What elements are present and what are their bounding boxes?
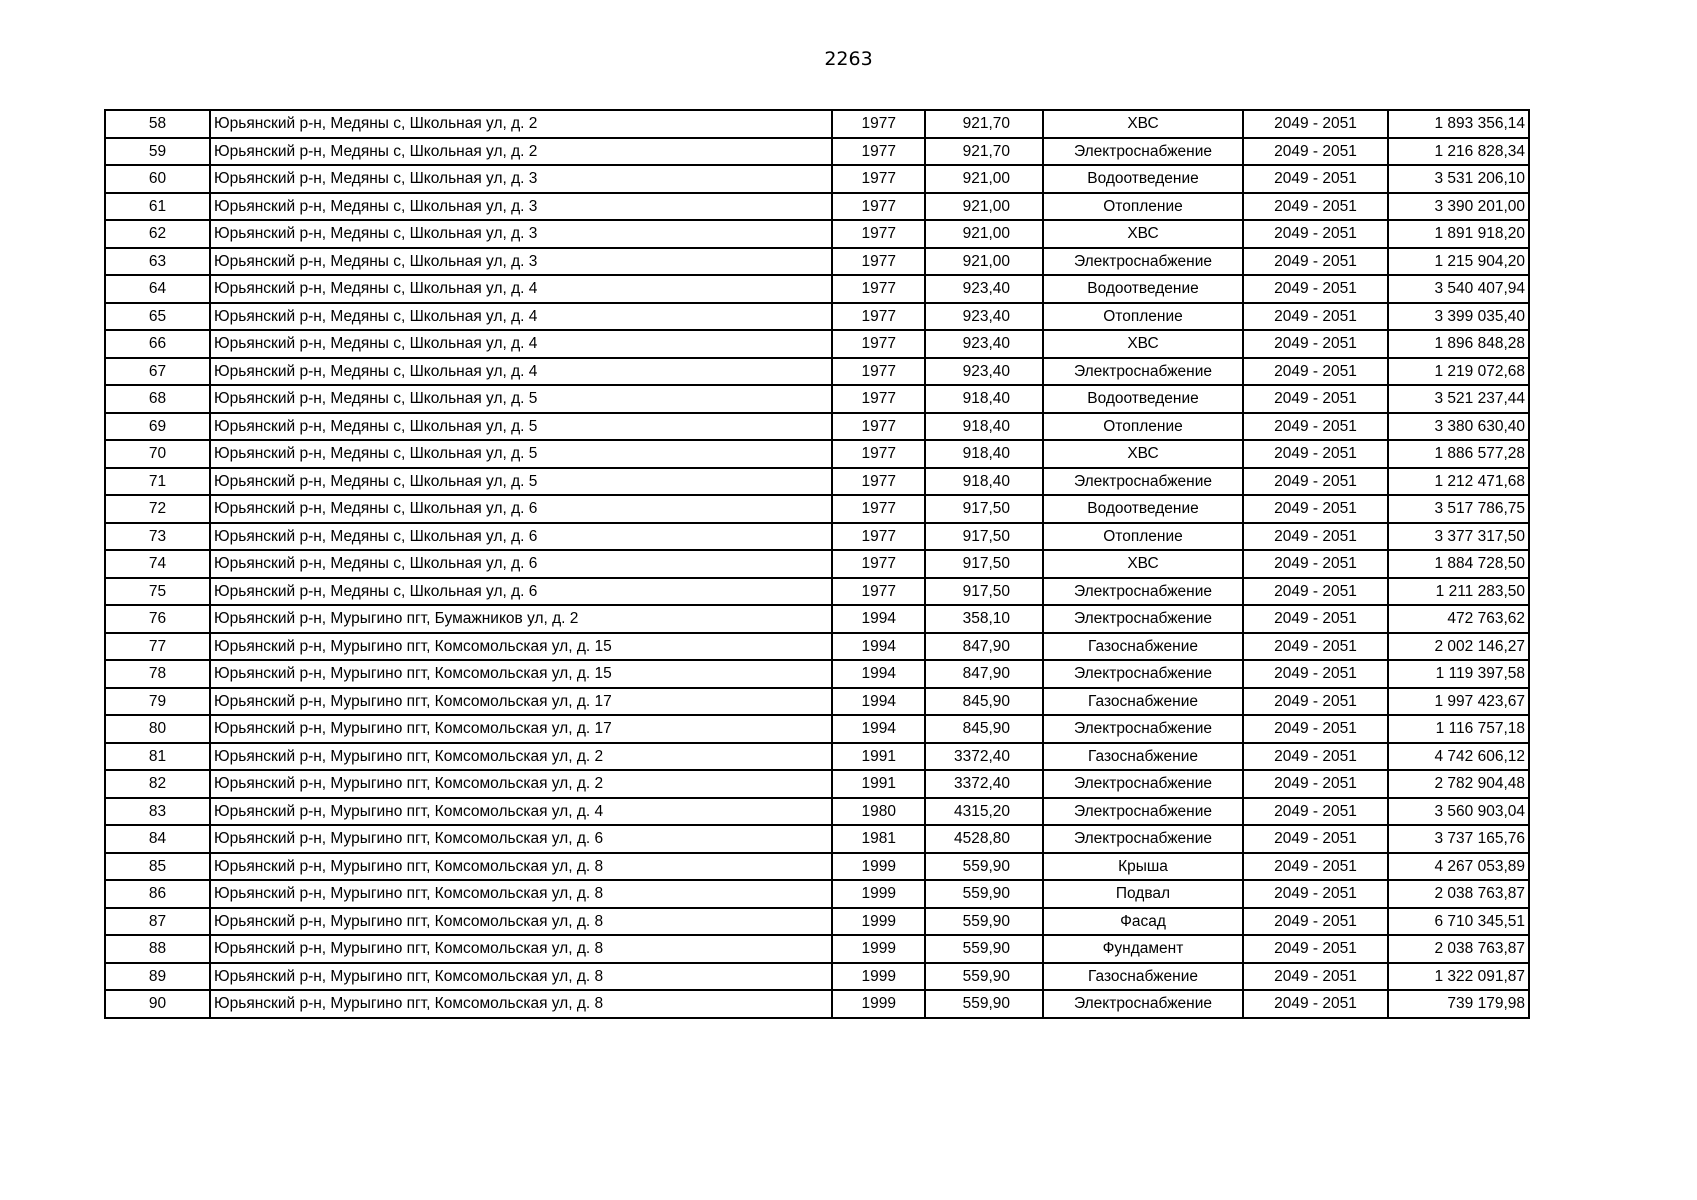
cost-cell: 1 216 828,34	[1388, 138, 1529, 166]
page-number: 2263	[824, 48, 873, 70]
work-type-cell: Электроснабжение	[1043, 825, 1243, 853]
cost-cell: 1 896 848,28	[1388, 330, 1529, 358]
year-built-cell: 1999	[832, 908, 925, 936]
cost-cell: 3 517 786,75	[1388, 495, 1529, 523]
area-cell: 921,00	[925, 220, 1043, 248]
table-row	[105, 358, 1529, 386]
period-cell: 2049 - 2051	[1243, 880, 1388, 908]
cost-cell: 1 997 423,67	[1388, 688, 1529, 716]
address-cell: Юрьянский р-н, Медяны с, Школьная ул, д. 6	[210, 550, 832, 578]
row-number-cell: 67	[105, 358, 210, 386]
period-cell: 2049 - 2051	[1243, 798, 1388, 826]
row-number-cell: 90	[105, 990, 210, 1018]
year-built-cell: 1977	[832, 248, 925, 276]
area-cell: 921,70	[925, 110, 1043, 138]
period-cell: 2049 - 2051	[1243, 990, 1388, 1018]
year-built-cell: 1994	[832, 688, 925, 716]
area-cell: 917,50	[925, 495, 1043, 523]
year-built-cell: 1977	[832, 468, 925, 496]
address-cell: Юрьянский р-н, Мурыгино пгт, Комсомольская ул, д. 8	[210, 908, 832, 936]
table-row	[105, 770, 1529, 798]
address-cell: Юрьянский р-н, Медяны с, Школьная ул, д. 5	[210, 385, 832, 413]
row-number-cell: 68	[105, 385, 210, 413]
year-built-cell: 1977	[832, 330, 925, 358]
work-type-cell: ХВС	[1043, 110, 1243, 138]
row-number-cell: 77	[105, 633, 210, 661]
work-type-cell: Водоотведение	[1043, 495, 1243, 523]
work-type-cell: Электроснабжение	[1043, 605, 1243, 633]
work-type-cell: Электроснабжение	[1043, 138, 1243, 166]
cost-cell: 3 399 035,40	[1388, 303, 1529, 331]
area-cell: 917,50	[925, 550, 1043, 578]
address-cell: Юрьянский р-н, Медяны с, Школьная ул, д. 5	[210, 468, 832, 496]
period-cell: 2049 - 2051	[1243, 688, 1388, 716]
area-cell: 559,90	[925, 963, 1043, 991]
work-type-cell: Электроснабжение	[1043, 990, 1243, 1018]
period-cell: 2049 - 2051	[1243, 908, 1388, 936]
period-cell: 2049 - 2051	[1243, 605, 1388, 633]
area-cell: 847,90	[925, 633, 1043, 661]
table-row	[105, 633, 1529, 661]
cost-cell: 1 116 757,18	[1388, 715, 1529, 743]
repair-schedule-table	[104, 109, 1530, 1019]
row-number-cell: 74	[105, 550, 210, 578]
year-built-cell: 1977	[832, 385, 925, 413]
table-row	[105, 468, 1529, 496]
area-cell: 3372,40	[925, 743, 1043, 771]
address-cell: Юрьянский р-н, Медяны с, Школьная ул, д. 4	[210, 358, 832, 386]
row-number-cell: 59	[105, 138, 210, 166]
area-cell: 921,00	[925, 248, 1043, 276]
table-row	[105, 935, 1529, 963]
work-type-cell: Газоснабжение	[1043, 633, 1243, 661]
cost-cell: 1 212 471,68	[1388, 468, 1529, 496]
work-type-cell: Водоотведение	[1043, 385, 1243, 413]
work-type-cell: ХВС	[1043, 550, 1243, 578]
period-cell: 2049 - 2051	[1243, 495, 1388, 523]
address-cell: Юрьянский р-н, Мурыгино пгт, Комсомольская ул, д. 17	[210, 688, 832, 716]
row-number-cell: 64	[105, 275, 210, 303]
cost-cell: 3 560 903,04	[1388, 798, 1529, 826]
year-built-cell: 1977	[832, 358, 925, 386]
table-row	[105, 715, 1529, 743]
row-number-cell: 65	[105, 303, 210, 331]
address-cell: Юрьянский р-н, Медяны с, Школьная ул, д. 2	[210, 138, 832, 166]
table-row	[105, 248, 1529, 276]
year-built-cell: 1977	[832, 138, 925, 166]
row-number-cell: 89	[105, 963, 210, 991]
period-cell: 2049 - 2051	[1243, 853, 1388, 881]
period-cell: 2049 - 2051	[1243, 303, 1388, 331]
area-cell: 559,90	[925, 990, 1043, 1018]
cost-cell: 1 119 397,58	[1388, 660, 1529, 688]
address-cell: Юрьянский р-н, Мурыгино пгт, Комсомольская ул, д. 8	[210, 963, 832, 991]
address-cell: Юрьянский р-н, Мурыгино пгт, Комсомольская ул, д. 8	[210, 853, 832, 881]
table-row	[105, 578, 1529, 606]
row-number-cell: 84	[105, 825, 210, 853]
year-built-cell: 1977	[832, 303, 925, 331]
cost-cell: 3 737 165,76	[1388, 825, 1529, 853]
year-built-cell: 1977	[832, 578, 925, 606]
row-number-cell: 63	[105, 248, 210, 276]
address-cell: Юрьянский р-н, Медяны с, Школьная ул, д. 4	[210, 275, 832, 303]
year-built-cell: 1994	[832, 633, 925, 661]
year-built-cell: 1999	[832, 853, 925, 881]
row-number-cell: 79	[105, 688, 210, 716]
year-built-cell: 1977	[832, 523, 925, 551]
area-cell: 918,40	[925, 413, 1043, 441]
cost-cell: 1 219 072,68	[1388, 358, 1529, 386]
table-row	[105, 963, 1529, 991]
area-cell: 918,40	[925, 440, 1043, 468]
area-cell: 847,90	[925, 660, 1043, 688]
period-cell: 2049 - 2051	[1243, 165, 1388, 193]
cost-cell: 3 531 206,10	[1388, 165, 1529, 193]
table-row	[105, 523, 1529, 551]
row-number-cell: 62	[105, 220, 210, 248]
period-cell: 2049 - 2051	[1243, 963, 1388, 991]
work-type-cell: Электроснабжение	[1043, 358, 1243, 386]
area-cell: 559,90	[925, 853, 1043, 881]
year-built-cell: 1999	[832, 963, 925, 991]
year-built-cell: 1977	[832, 440, 925, 468]
table-row	[105, 605, 1529, 633]
row-number-cell: 83	[105, 798, 210, 826]
address-cell: Юрьянский р-н, Медяны с, Школьная ул, д. 3	[210, 220, 832, 248]
year-built-cell: 1977	[832, 193, 925, 221]
area-cell: 4528,80	[925, 825, 1043, 853]
table-row	[105, 798, 1529, 826]
table-row	[105, 165, 1529, 193]
work-type-cell: Отопление	[1043, 523, 1243, 551]
year-built-cell: 1977	[832, 110, 925, 138]
period-cell: 2049 - 2051	[1243, 825, 1388, 853]
period-cell: 2049 - 2051	[1243, 138, 1388, 166]
cost-cell: 3 380 630,40	[1388, 413, 1529, 441]
area-cell: 923,40	[925, 303, 1043, 331]
row-number-cell: 82	[105, 770, 210, 798]
cost-cell: 4 267 053,89	[1388, 853, 1529, 881]
area-cell: 923,40	[925, 275, 1043, 303]
area-cell: 559,90	[925, 935, 1043, 963]
work-type-cell: Отопление	[1043, 413, 1243, 441]
work-type-cell: ХВС	[1043, 440, 1243, 468]
year-built-cell: 1981	[832, 825, 925, 853]
address-cell: Юрьянский р-н, Медяны с, Школьная ул, д. 3	[210, 248, 832, 276]
address-cell: Юрьянский р-н, Медяны с, Школьная ул, д. 6	[210, 523, 832, 551]
address-cell: Юрьянский р-н, Мурыгино пгт, Комсомольская ул, д. 2	[210, 770, 832, 798]
period-cell: 2049 - 2051	[1243, 358, 1388, 386]
period-cell: 2049 - 2051	[1243, 715, 1388, 743]
area-cell: 845,90	[925, 688, 1043, 716]
year-built-cell: 1999	[832, 880, 925, 908]
table-row	[105, 275, 1529, 303]
cost-cell: 1 893 356,14	[1388, 110, 1529, 138]
cost-cell: 3 540 407,94	[1388, 275, 1529, 303]
table-row	[105, 550, 1529, 578]
work-type-cell: Фундамент	[1043, 935, 1243, 963]
period-cell: 2049 - 2051	[1243, 550, 1388, 578]
row-number-cell: 75	[105, 578, 210, 606]
table-row	[105, 743, 1529, 771]
cost-cell: 739 179,98	[1388, 990, 1529, 1018]
cost-cell: 2 038 763,87	[1388, 935, 1529, 963]
table-row	[105, 660, 1529, 688]
address-cell: Юрьянский р-н, Мурыгино пгт, Комсомольская ул, д. 15	[210, 633, 832, 661]
year-built-cell: 1994	[832, 715, 925, 743]
area-cell: 358,10	[925, 605, 1043, 633]
area-cell: 559,90	[925, 908, 1043, 936]
year-built-cell: 1991	[832, 743, 925, 771]
table-row	[105, 385, 1529, 413]
year-built-cell: 1994	[832, 660, 925, 688]
address-cell: Юрьянский р-н, Мурыгино пгт, Бумажников ул, д. 2	[210, 605, 832, 633]
address-cell: Юрьянский р-н, Медяны с, Школьная ул, д. 3	[210, 193, 832, 221]
table-row	[105, 110, 1529, 138]
row-number-cell: 73	[105, 523, 210, 551]
area-cell: 845,90	[925, 715, 1043, 743]
period-cell: 2049 - 2051	[1243, 385, 1388, 413]
table-row	[105, 440, 1529, 468]
row-number-cell: 69	[105, 413, 210, 441]
cost-cell: 1 884 728,50	[1388, 550, 1529, 578]
area-cell: 923,40	[925, 358, 1043, 386]
address-cell: Юрьянский р-н, Медяны с, Школьная ул, д. 2	[210, 110, 832, 138]
work-type-cell: Отопление	[1043, 303, 1243, 331]
work-type-cell: Электроснабжение	[1043, 770, 1243, 798]
year-built-cell: 1980	[832, 798, 925, 826]
work-type-cell: Газоснабжение	[1043, 688, 1243, 716]
table-row	[105, 413, 1529, 441]
row-number-cell: 86	[105, 880, 210, 908]
area-cell: 918,40	[925, 468, 1043, 496]
period-cell: 2049 - 2051	[1243, 275, 1388, 303]
address-cell: Юрьянский р-н, Медяны с, Школьная ул, д. 4	[210, 330, 832, 358]
table-row	[105, 853, 1529, 881]
area-cell: 4315,20	[925, 798, 1043, 826]
work-type-cell: Газоснабжение	[1043, 963, 1243, 991]
period-cell: 2049 - 2051	[1243, 468, 1388, 496]
work-type-cell: Электроснабжение	[1043, 798, 1243, 826]
address-cell: Юрьянский р-н, Медяны с, Школьная ул, д. 6	[210, 495, 832, 523]
year-built-cell: 1999	[832, 990, 925, 1018]
table-row	[105, 825, 1529, 853]
period-cell: 2049 - 2051	[1243, 660, 1388, 688]
address-cell: Юрьянский р-н, Медяны с, Школьная ул, д. 5	[210, 413, 832, 441]
area-cell: 559,90	[925, 880, 1043, 908]
work-type-cell: Электроснабжение	[1043, 248, 1243, 276]
table-row	[105, 193, 1529, 221]
year-built-cell: 1994	[832, 605, 925, 633]
row-number-cell: 66	[105, 330, 210, 358]
period-cell: 2049 - 2051	[1243, 743, 1388, 771]
period-cell: 2049 - 2051	[1243, 110, 1388, 138]
row-number-cell: 58	[105, 110, 210, 138]
period-cell: 2049 - 2051	[1243, 770, 1388, 798]
row-number-cell: 70	[105, 440, 210, 468]
work-type-cell: Электроснабжение	[1043, 660, 1243, 688]
cost-cell: 1 211 283,50	[1388, 578, 1529, 606]
address-cell: Юрьянский р-н, Мурыгино пгт, Комсомольская ул, д. 2	[210, 743, 832, 771]
cost-cell: 6 710 345,51	[1388, 908, 1529, 936]
row-number-cell: 76	[105, 605, 210, 633]
cost-cell: 1 215 904,20	[1388, 248, 1529, 276]
period-cell: 2049 - 2051	[1243, 248, 1388, 276]
table-row	[105, 688, 1529, 716]
cost-cell: 2 038 763,87	[1388, 880, 1529, 908]
year-built-cell: 1977	[832, 413, 925, 441]
row-number-cell: 60	[105, 165, 210, 193]
work-type-cell: ХВС	[1043, 220, 1243, 248]
address-cell: Юрьянский р-н, Мурыгино пгт, Комсомольская ул, д. 17	[210, 715, 832, 743]
work-type-cell: Электроснабжение	[1043, 578, 1243, 606]
table-row	[105, 990, 1529, 1018]
cost-cell: 3 377 317,50	[1388, 523, 1529, 551]
period-cell: 2049 - 2051	[1243, 578, 1388, 606]
period-cell: 2049 - 2051	[1243, 193, 1388, 221]
year-built-cell: 1977	[832, 220, 925, 248]
year-built-cell: 1977	[832, 275, 925, 303]
area-cell: 921,00	[925, 165, 1043, 193]
period-cell: 2049 - 2051	[1243, 523, 1388, 551]
year-built-cell: 1991	[832, 770, 925, 798]
area-cell: 923,40	[925, 330, 1043, 358]
address-cell: Юрьянский р-н, Медяны с, Школьная ул, д. 4	[210, 303, 832, 331]
period-cell: 2049 - 2051	[1243, 220, 1388, 248]
table-body	[105, 110, 1529, 1018]
address-cell: Юрьянский р-н, Мурыгино пгт, Комсомольская ул, д. 8	[210, 935, 832, 963]
address-cell: Юрьянский р-н, Мурыгино пгт, Комсомольская ул, д. 8	[210, 880, 832, 908]
work-type-cell: Водоотведение	[1043, 275, 1243, 303]
area-cell: 917,50	[925, 523, 1043, 551]
cost-cell: 2 002 146,27	[1388, 633, 1529, 661]
table-row	[105, 138, 1529, 166]
area-cell: 921,00	[925, 193, 1043, 221]
cost-cell: 3 521 237,44	[1388, 385, 1529, 413]
row-number-cell: 72	[105, 495, 210, 523]
area-cell: 918,40	[925, 385, 1043, 413]
row-number-cell: 85	[105, 853, 210, 881]
table-row	[105, 303, 1529, 331]
table-row	[105, 908, 1529, 936]
cost-cell: 4 742 606,12	[1388, 743, 1529, 771]
address-cell: Юрьянский р-н, Медяны с, Школьная ул, д. 5	[210, 440, 832, 468]
period-cell: 2049 - 2051	[1243, 633, 1388, 661]
year-built-cell: 1977	[832, 165, 925, 193]
table-row	[105, 220, 1529, 248]
year-built-cell: 1977	[832, 495, 925, 523]
year-built-cell: 1977	[832, 550, 925, 578]
work-type-cell: Отопление	[1043, 193, 1243, 221]
cost-cell: 1 322 091,87	[1388, 963, 1529, 991]
row-number-cell: 87	[105, 908, 210, 936]
work-type-cell: Крыша	[1043, 853, 1243, 881]
row-number-cell: 71	[105, 468, 210, 496]
area-cell: 3372,40	[925, 770, 1043, 798]
address-cell: Юрьянский р-н, Мурыгино пгт, Комсомольская ул, д. 8	[210, 990, 832, 1018]
year-built-cell: 1999	[832, 935, 925, 963]
address-cell: Юрьянский р-н, Мурыгино пгт, Комсомольская ул, д. 4	[210, 798, 832, 826]
row-number-cell: 61	[105, 193, 210, 221]
table-row	[105, 495, 1529, 523]
work-type-cell: Фасад	[1043, 908, 1243, 936]
area-cell: 917,50	[925, 578, 1043, 606]
cost-cell: 3 390 201,00	[1388, 193, 1529, 221]
address-cell: Юрьянский р-н, Медяны с, Школьная ул, д. 6	[210, 578, 832, 606]
area-cell: 921,70	[925, 138, 1043, 166]
work-type-cell: ХВС	[1043, 330, 1243, 358]
address-cell: Юрьянский р-н, Мурыгино пгт, Комсомольская ул, д. 6	[210, 825, 832, 853]
row-number-cell: 88	[105, 935, 210, 963]
cost-cell: 472 763,62	[1388, 605, 1529, 633]
work-type-cell: Подвал	[1043, 880, 1243, 908]
work-type-cell: Газоснабжение	[1043, 743, 1243, 771]
period-cell: 2049 - 2051	[1243, 440, 1388, 468]
work-type-cell: Водоотведение	[1043, 165, 1243, 193]
row-number-cell: 81	[105, 743, 210, 771]
cost-cell: 1 886 577,28	[1388, 440, 1529, 468]
address-cell: Юрьянский р-н, Мурыгино пгт, Комсомольская ул, д. 15	[210, 660, 832, 688]
period-cell: 2049 - 2051	[1243, 935, 1388, 963]
row-number-cell: 80	[105, 715, 210, 743]
cost-cell: 1 891 918,20	[1388, 220, 1529, 248]
work-type-cell: Электроснабжение	[1043, 468, 1243, 496]
address-cell: Юрьянский р-н, Медяны с, Школьная ул, д. 3	[210, 165, 832, 193]
row-number-cell: 78	[105, 660, 210, 688]
cost-cell: 2 782 904,48	[1388, 770, 1529, 798]
period-cell: 2049 - 2051	[1243, 330, 1388, 358]
table-row	[105, 880, 1529, 908]
work-type-cell: Электроснабжение	[1043, 715, 1243, 743]
period-cell: 2049 - 2051	[1243, 413, 1388, 441]
table-row	[105, 330, 1529, 358]
